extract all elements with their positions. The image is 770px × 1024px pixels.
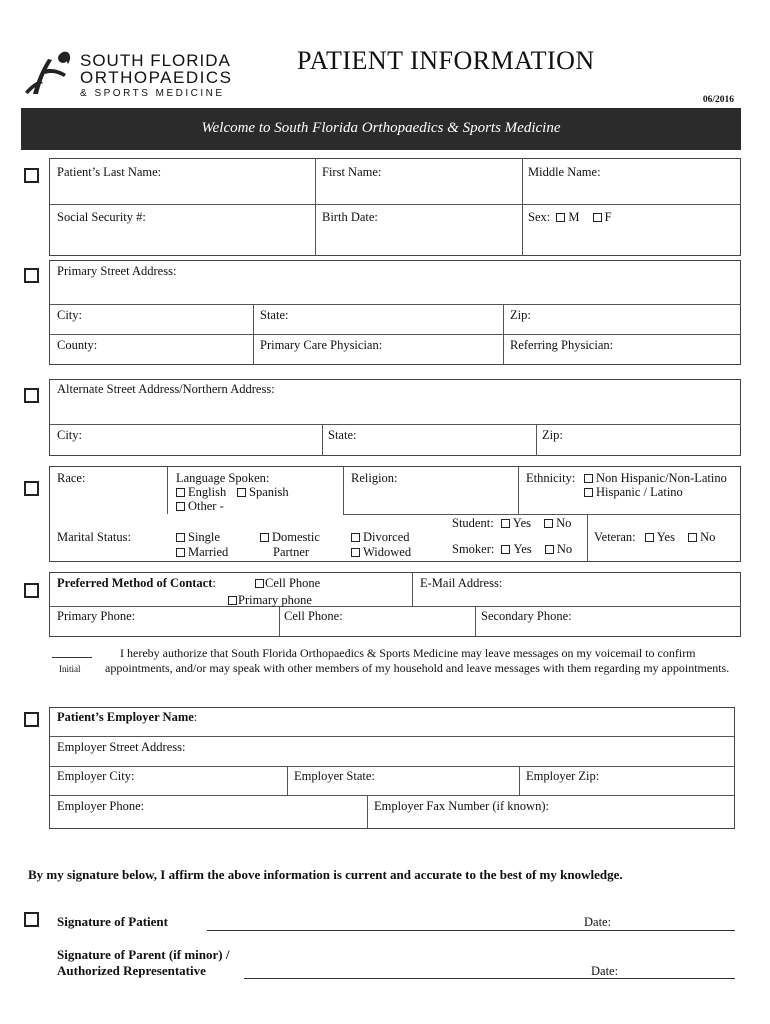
other-checkbox[interactable] — [176, 502, 185, 511]
email-label: E-Mail Address: — [420, 576, 503, 590]
city-label: City: — [57, 308, 83, 322]
county-label: County: — [57, 338, 98, 352]
pcp-label: Primary Care Physician: — [260, 338, 383, 352]
smoker-yes-checkbox[interactable] — [501, 545, 510, 554]
hispanic-option: Hispanic / Latino — [584, 485, 683, 500]
language-label: Language Spoken: — [176, 471, 270, 485]
alternate-street-label: Alternate Street Address/Northern Address: — [57, 382, 275, 396]
widowed-option: Widowed — [351, 545, 411, 560]
domestic-option: Domestic — [260, 530, 320, 545]
zip-label: Zip: — [510, 308, 531, 322]
section4-checkbox[interactable] — [24, 481, 39, 496]
student-no-checkbox[interactable] — [544, 519, 553, 528]
referring-label: Referring Physician: — [510, 338, 614, 352]
divorced-checkbox[interactable] — [351, 533, 360, 542]
first-name-label: First Name: — [322, 165, 382, 179]
logo-line3: & SPORTS MEDICINE — [80, 88, 225, 99]
non-hispanic-option: Non Hispanic/Non-Latino — [584, 471, 727, 486]
employer-fax-label: Employer Fax Number (if known): — [374, 799, 549, 813]
race-label: Race: — [57, 471, 86, 485]
logo-line1: SOUTH FLORIDA — [80, 51, 231, 70]
section2-checkbox[interactable] — [24, 268, 39, 283]
hispanic-checkbox[interactable] — [584, 488, 593, 497]
affirmation-text: By my signature below, I affirm the above information is current and accurate to the best of my knowledge. — [28, 867, 623, 882]
last-name-label: Patient’s Last Name: — [57, 165, 162, 179]
primary-phone-option: Primary phone — [228, 593, 312, 608]
single-option: Single — [176, 530, 220, 545]
employer-name-label: Patient’s Employer Name: — [57, 710, 198, 724]
veteran-field: Veteran: Yes No — [594, 530, 716, 544]
logo-line2: ORTHOPAEDICS — [80, 68, 233, 87]
alt-state-label: State: — [328, 428, 357, 442]
primary-phone-checkbox[interactable] — [228, 596, 237, 605]
patient-date-label: Date: — [584, 915, 612, 929]
employer-phone-label: Employer Phone: — [57, 799, 145, 813]
primary-phone-label: Primary Phone: — [57, 609, 136, 623]
alt-zip-label: Zip: — [542, 428, 563, 442]
parent-signature-line[interactable] — [244, 978, 735, 979]
parent-signature-label-1: Signature of Parent (if minor) / — [57, 947, 230, 962]
patient-signature-label: Signature of Patient — [57, 914, 168, 929]
marital-label: Marital Status: — [57, 530, 131, 544]
section1-checkbox[interactable] — [24, 168, 39, 183]
authorization-line1: I hereby authorize that South Florida Orthopaedics & Sports Medicine may leave messages on my voicemail to confirm — [120, 646, 696, 660]
english-checkbox[interactable] — [176, 488, 185, 497]
ethnicity-label: Ethnicity: — [526, 471, 576, 485]
married-checkbox[interactable] — [176, 548, 185, 557]
sex-label: Sex: — [528, 210, 551, 224]
veteran-yes-checkbox[interactable] — [645, 533, 654, 542]
secondary-phone-label: Secondary Phone: — [481, 609, 572, 623]
employer-zip-label: Employer Zip: — [526, 769, 600, 783]
veteran-no-checkbox[interactable] — [688, 533, 697, 542]
non-hispanic-checkbox[interactable] — [584, 474, 593, 483]
sex-f-checkbox[interactable] — [593, 213, 602, 222]
employer-city-label: Employer City: — [57, 769, 135, 783]
student-field: Student: Yes No — [452, 516, 572, 530]
spanish-option: Spanish — [237, 485, 289, 500]
employer-street-label: Employer Street Address: — [57, 740, 186, 754]
student-yes-checkbox[interactable] — [501, 519, 510, 528]
employer-state-label: Employer State: — [294, 769, 375, 783]
domestic-checkbox[interactable] — [260, 533, 269, 542]
cell-phone-checkbox[interactable] — [255, 579, 264, 588]
cell-phone-label: Cell Phone: — [284, 609, 343, 623]
patient-signature-line[interactable] — [207, 930, 735, 931]
birth-date-label: Birth Date: — [322, 210, 378, 224]
spanish-checkbox[interactable] — [237, 488, 246, 497]
preferred-contact-label: Preferred Method of Contact: — [57, 576, 216, 590]
married-option: Married — [176, 545, 228, 560]
divorced-option: Divorced — [351, 530, 410, 545]
ssn-label: Social Security #: — [57, 210, 146, 224]
section6-checkbox[interactable] — [24, 712, 39, 727]
welcome-banner-text: Welcome to South Florida Orthopaedics & Sports Medicine — [201, 120, 561, 136]
section3-checkbox[interactable] — [24, 388, 39, 403]
initial-label: Initial — [59, 664, 81, 674]
religion-label: Religion: — [351, 471, 398, 485]
widowed-checkbox[interactable] — [351, 548, 360, 557]
english-option: English — [176, 485, 226, 500]
revision-date: 06/2016 — [702, 95, 734, 105]
cell-phone-option: Cell Phone — [255, 576, 320, 591]
alt-city-label: City: — [57, 428, 83, 442]
sex-field — [528, 210, 612, 225]
initial-line[interactable] — [52, 657, 92, 658]
primary-street-label: Primary Street Address: — [57, 264, 177, 278]
page-title: PATIENT INFORMATION — [297, 46, 595, 75]
signature-checkbox[interactable] — [24, 912, 39, 927]
authorization-line2: appointments, and/or may speak with other members of my household and leave messages with them regarding my appointments. — [105, 661, 730, 675]
state-label: State: — [260, 308, 289, 322]
single-checkbox[interactable] — [176, 533, 185, 542]
logo-figure-icon — [22, 50, 76, 100]
other-option: Other - — [176, 499, 224, 514]
sex-m-label: M — [568, 210, 580, 224]
partner-label: Partner — [273, 545, 310, 559]
smoker-field: Smoker: Yes No — [452, 542, 573, 556]
sex-f-label: F — [604, 210, 612, 224]
parent-date-label: Date: — [591, 964, 619, 978]
sex-m-checkbox[interactable] — [556, 213, 565, 222]
smoker-no-checkbox[interactable] — [545, 545, 554, 554]
parent-signature-label-2: Authorized Representative — [57, 963, 206, 978]
section5-checkbox[interactable] — [24, 583, 39, 598]
middle-name-label: Middle Name: — [528, 165, 601, 179]
